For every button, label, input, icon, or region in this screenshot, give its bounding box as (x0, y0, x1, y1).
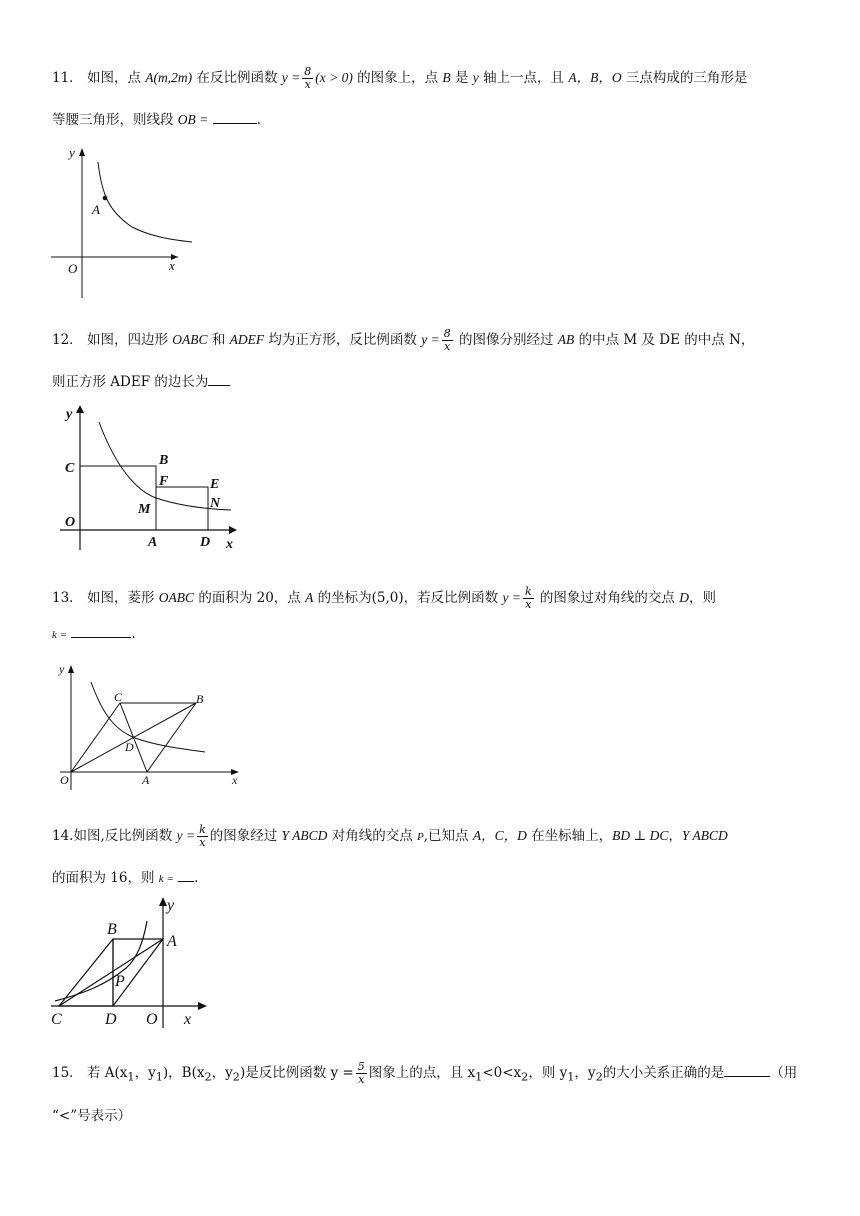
q15-text: )，B(x (162, 1065, 205, 1081)
q15-line1 (52, 1061, 797, 1086)
q11-point-a: A (145, 70, 154, 85)
q13-line1 (52, 586, 716, 611)
q11-fraction: $\frac{8}{x}$ (304, 65, 312, 91)
d-label: D (105, 1011, 117, 1028)
q12-fraction: $\frac{8}{x}$ (443, 327, 451, 353)
q14-text: ,已知点 (423, 828, 469, 844)
x-label: x (169, 258, 175, 273)
square-adef (156, 487, 208, 530)
y-label: y (69, 145, 75, 160)
q13-text: ，若反比例函数 (403, 590, 499, 606)
q12-text: 的中点 M 及 DE 的中点 N， (578, 332, 755, 348)
hyperbola-curve (91, 682, 205, 752)
q13-point-a: A (305, 590, 314, 605)
q11-period: . (256, 112, 261, 128)
q12-y-eq: y = (421, 332, 440, 347)
q13-coord: (5,0) (371, 590, 404, 606)
q13-figure (55, 660, 250, 800)
a-label: A (148, 535, 158, 550)
x-axis-arrow (229, 526, 237, 534)
b-label: B (196, 692, 204, 706)
q11-points: A，B，O (568, 70, 622, 85)
q15-text: （用 (770, 1065, 798, 1081)
x-label: x (184, 1011, 192, 1028)
q11-text: 轴上一点，且 (483, 70, 565, 86)
q13-y-eq: y = (502, 590, 521, 605)
q13-text: 如图，菱形 (86, 590, 155, 606)
m-label: M (138, 502, 151, 517)
y-label: y (66, 407, 73, 422)
q13-k-eq: k = (52, 629, 68, 641)
x-axis-arrow (198, 1002, 207, 1010)
answer-blank[interactable] (724, 1076, 770, 1077)
q15-fraction: $\frac{5}{x}$ (357, 1060, 365, 1086)
q14-perpendicular: BD ⊥ DC (612, 828, 669, 843)
q13-text: 的坐标为 (317, 590, 372, 606)
q11-text: 的图象上，点 (357, 70, 439, 86)
q15-text: ，y (134, 1065, 156, 1081)
answer-blank[interactable] (213, 123, 257, 124)
q15-text: <0<x (482, 1065, 522, 1081)
hyperbola-curve (98, 162, 192, 242)
q14-text: 的面积为 16，则 (52, 870, 155, 886)
q11-condition: (x > 0) (315, 70, 353, 85)
q13-text: ，则 (688, 590, 716, 606)
point-a (103, 196, 108, 201)
q12-number: 12． (52, 332, 83, 348)
q15-text: 的大小关系正确的是 (602, 1065, 725, 1081)
q14-fraction: $\frac{k}{x}$ (199, 823, 206, 849)
q12-text: 和 (211, 332, 226, 348)
q13-point-d: D (679, 590, 689, 605)
q15-sub: 1 (127, 1070, 135, 1084)
q12-line1 (52, 328, 754, 353)
y-axis-arrow (76, 405, 84, 413)
c-label: C (114, 690, 123, 704)
c-label: C (65, 461, 75, 476)
answer-blank[interactable] (208, 385, 230, 386)
q14-y-eq: y = (176, 828, 196, 843)
e-label: E (210, 477, 220, 492)
q14-points: A，C，D (472, 828, 527, 843)
q11-text: 在反比例函数 (196, 70, 278, 86)
y-axis-arrow (68, 665, 74, 673)
y-label: y (59, 662, 65, 676)
q12-text: 的图像分别经过 (459, 332, 554, 348)
q15-text: 图象上的点，且 x (368, 1065, 476, 1081)
q13-text: 的面积为 20，点 (198, 590, 301, 606)
q12-line2 (52, 370, 230, 390)
q11-text: 是 (454, 70, 469, 86)
y-label: y (167, 897, 175, 914)
y-axis-arrow (159, 897, 167, 906)
c-label: C (51, 1011, 62, 1028)
q12-segment-ab: AB (557, 332, 575, 347)
q14-text: 在坐标轴上， (531, 828, 613, 844)
origin-label: O (146, 1011, 158, 1028)
q15-sub: 2 (595, 1070, 603, 1084)
q14-parallelogram: Y ABCD (281, 828, 328, 843)
answer-blank[interactable] (178, 881, 194, 882)
q15-sub: 1 (155, 1070, 163, 1084)
x-label: x (226, 537, 233, 552)
q12-square-oabc: OABC (172, 332, 208, 347)
square-oabc (80, 466, 156, 530)
q11-line2 (52, 108, 261, 128)
point-a-label: A (92, 202, 100, 217)
origin-label: O (60, 773, 69, 787)
origin-label: O (65, 515, 76, 530)
q15-sub: 2 (204, 1070, 212, 1084)
q15-sub: 1 (567, 1070, 575, 1084)
q15-sub: 2 (521, 1070, 529, 1084)
a-label: A (167, 933, 177, 950)
q11-number: 11． (52, 70, 83, 86)
x-label: x (232, 773, 238, 787)
q13-fraction: $\frac{k}{x}$ (524, 585, 532, 611)
f-label: F (159, 474, 169, 489)
q14-k-eq: k = (158, 873, 174, 885)
q15-text: “<”号表示） (52, 1108, 132, 1124)
q14-line1 (52, 824, 728, 849)
q11-text: 等腰三角形，则线段 (52, 112, 174, 128)
q14-number: 14. (52, 828, 74, 844)
q14-point-p: P (417, 831, 424, 843)
q15-sub: 2 (232, 1070, 240, 1084)
q12-square-adef: ADEF (229, 332, 265, 347)
q11-text: 三点构成的三角形是 (625, 70, 748, 86)
q13-line2 (52, 626, 136, 642)
q14-line2 (52, 866, 198, 886)
q15-text: )是反比例函数 y = (239, 1065, 354, 1081)
a-label: A (142, 773, 150, 787)
q15-text: ，y (211, 1065, 233, 1081)
q14-figure (45, 893, 215, 1033)
q14-parallelogram: Y ABCD (681, 828, 728, 843)
q11-line1 (52, 66, 747, 91)
diagonal-ca (59, 939, 163, 1006)
y-axis-arrow (79, 148, 85, 156)
hyperbola-curve (55, 921, 147, 1001)
q11-coord: (m,2m) (153, 70, 193, 85)
q15-number: 15． (52, 1065, 83, 1081)
q11-ob: OB = (177, 112, 209, 127)
q14-text: 的图象经过 (209, 828, 278, 844)
q11-figure (48, 142, 198, 302)
p-label: P (115, 973, 125, 990)
q12-text: 则正方形 ADEF 的边长为 (52, 374, 209, 390)
q15-text: 若 A(x (86, 1065, 128, 1081)
q11-text: 如图，点 (86, 70, 141, 86)
q12-text: 如图，四边形 (86, 332, 168, 348)
q15-line2 (52, 1104, 131, 1124)
q13-period: . (131, 626, 136, 642)
q12-figure (55, 400, 255, 555)
q13-number: 13． (52, 590, 83, 606)
q11-y-eq: y = (281, 70, 301, 85)
answer-blank[interactable] (71, 637, 131, 638)
q11-point-b: B (442, 70, 451, 85)
b-label: B (159, 453, 169, 468)
n-label: N (210, 496, 221, 511)
q14-text: 如图,反比例函数 (73, 828, 173, 844)
d-label: D (125, 740, 134, 754)
q15-text: ，y (574, 1065, 596, 1081)
q14-text: ， (668, 828, 682, 844)
q13-rhombus: OABC (158, 590, 195, 605)
b-label: B (107, 921, 117, 938)
q13-text: 的图象过对角线的交点 (539, 590, 675, 606)
d-label: D (200, 535, 211, 550)
q12-text: 均为正方形，反比例函数 (268, 332, 417, 348)
q15-sub: 1 (475, 1070, 483, 1084)
q11-y-axis-name: y (472, 70, 479, 85)
origin-label: O (68, 261, 78, 276)
q15-text: ，则 y (528, 1065, 568, 1081)
q14-period: . (194, 870, 199, 886)
q14-text: 对角线的交点 (331, 828, 413, 844)
